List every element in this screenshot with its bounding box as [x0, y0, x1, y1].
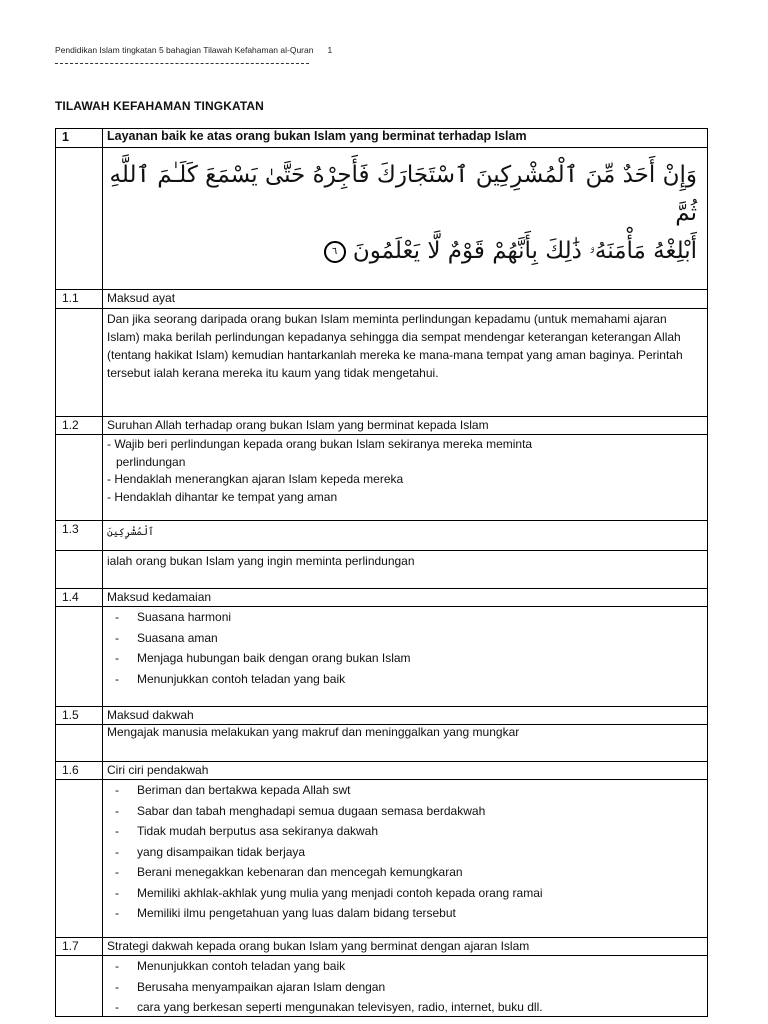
quran-verse [103, 148, 708, 289]
item-1-7-body-row [55, 955, 708, 1017]
list-item: - Beriman dan bertakwa kepada Allah swt [107, 780, 703, 801]
item-1-3-text: ialah orang bukan Islam yang ingin meminta perlindungan [103, 551, 708, 588]
item-1-2-point: - Wajib beri perlindungan kepada orang bukan Islam sekiranya mereka meminta [107, 437, 533, 451]
item-1-4-number: 1.4 [55, 589, 103, 606]
section-heading-row [55, 128, 708, 147]
item-1-2-label: Suruhan Allah terhadap orang bukan Islam yang berminat kepada Islam [103, 417, 708, 434]
ayah-number-mark: ٦ [324, 241, 346, 263]
item-1-4-list [107, 607, 703, 689]
item-1-4-heading-row [55, 588, 708, 606]
item-1-5-heading-row [55, 706, 708, 724]
verse-row [55, 147, 708, 289]
header-dotted-rule [55, 63, 309, 64]
list-item: - Berusaha menyampaikan ajaran Islam dengan [107, 977, 703, 998]
item-1-7-list [107, 956, 703, 1018]
item-1-7-number: 1.7 [55, 938, 103, 955]
list-item: - Menunjukkan contoh teladan yang baik [107, 669, 703, 690]
item-1-1-number: 1.1 [55, 290, 103, 308]
item-1-5-body-row [55, 724, 708, 761]
item-1-2-number: 1.2 [55, 417, 103, 434]
item-1-4-body-row [55, 606, 708, 706]
item-1-1-text: Dan jika seorang daripada orang bukan Islam meminta perlindungan kepadamu (untuk memahami ajaran Islam) maka berilah perlindungan kepadanya sehingga dia sempat mendengar keterangan keterangan Allah (tentang hakikat Islam) kemudian hantarkanlah mereka ke mana-mana tempat yang aman baginya. Perintah tersebut ialah kerana mereka itu kaum yang tidak mengetahui. [103, 309, 708, 416]
item-1-2-point-cont: perlindungan [116, 454, 186, 469]
section-heading: Layanan baik ke atas orang bukan Islam yang berminat terhadap Islam [103, 129, 708, 147]
item-1-5-label: Maksud dakwah [103, 707, 708, 724]
item-1-6-number: 1.6 [55, 762, 103, 779]
section-number: 1 [55, 129, 103, 147]
item-1-1-body-row [55, 308, 708, 416]
item-1-1-heading-row [55, 289, 708, 308]
running-header [55, 45, 332, 55]
list-item: - Suasana aman [107, 628, 703, 649]
item-1-6-heading-row [55, 761, 708, 779]
list-item: - Berani menegakkan kebenaran dan mencegah kemungkaran [107, 862, 703, 883]
item-1-6-list [107, 780, 703, 924]
item-1-1-label: Maksud ayat [103, 290, 708, 308]
item-1-5-number: 1.5 [55, 707, 103, 724]
item-1-3-number: 1.3 [55, 521, 103, 550]
list-item: - Menunjukkan contoh teladan yang baik [107, 956, 703, 977]
verse-line-1: وَإِنْ أَحَدٌ مِّنَ ٱلْمُشْرِكِينَ ٱسْتَجَارَكَ فَأَجِرْهُ حَتَّىٰ يَسْمَعَ كَلَـٰمَ ٱللَّهِ ثُمَّ [109, 162, 697, 226]
item-1-3-arabic-word: ٱلْمُشْرِكِينَ [107, 527, 154, 538]
list-item: - cara yang berkesan seperti mengunakan televisyen, radio, internet, buku dll. [107, 997, 703, 1018]
list-item: - Memiliki akhlak-akhlak yung mulia yang menjadi contoh kepada orang ramai [107, 883, 703, 904]
list-item: - Memiliki ilmu pengetahuan yang luas dalam bidang tersebut [107, 903, 703, 924]
item-1-4-label: Maksud kedamaian [103, 589, 708, 606]
item-1-2-point: - Hendaklah menerangkan ajaran Islam kepeda mereka [107, 472, 404, 486]
page-number: 1 [327, 45, 333, 55]
verse-line-2 [109, 232, 697, 270]
item-1-6-label: Ciri ciri pendakwah [103, 762, 708, 779]
item-1-5-text: Mengajak manusia melakukan yang makruf dan meninggalkan yang mungkar [103, 725, 708, 761]
item-1-2-body-row [55, 434, 708, 520]
list-item: - Menjaga hubungan baik dengan orang bukan Islam [107, 648, 703, 669]
content-table [55, 128, 708, 1017]
running-title: Pendidikan Islam tingkatan 5 bahagian Tilawah Kefahaman al-Quran [55, 45, 314, 55]
item-1-6-body-row [55, 779, 708, 937]
item-1-2-points [103, 435, 708, 520]
item-1-2-heading-row [55, 416, 708, 434]
item-1-2-point: - Hendaklah dihantar ke tempat yang aman [107, 489, 338, 504]
item-1-3-heading-row [55, 520, 708, 550]
list-item: - Suasana harmoni [107, 607, 703, 628]
page-title: TILAWAH KEFAHAMAN TINGKATAN [55, 99, 264, 113]
item-1-7-heading-row [55, 937, 708, 955]
list-item: - Sabar dan tabah menghadapi semua dugaan semasa berdakwah [107, 801, 703, 822]
list-item: - Tidak mudah berputus asa sekiranya dakwah [107, 821, 703, 842]
verse-line-2-text: أَبْلِغْهُ مَأْمَنَهُۥ ذَٰلِكَ بِأَنَّهُمْ قَوْمٌ لَّا يَعْلَمُونَ [352, 238, 697, 264]
item-1-3-body-row [55, 550, 708, 588]
list-item: - yang disampaikan tidak berjaya [107, 842, 703, 863]
item-1-7-label: Strategi dakwah kepada orang bukan Islam yang berminat dengan ajaran Islam [103, 938, 708, 955]
